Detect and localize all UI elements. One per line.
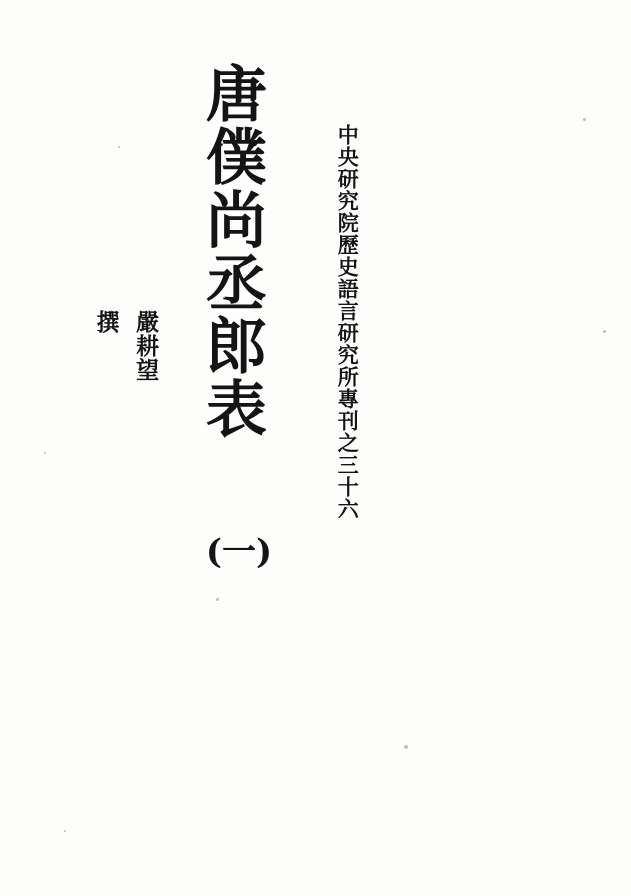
scan-speck <box>64 830 66 832</box>
scan-speck <box>603 330 606 333</box>
scan-speck <box>216 598 219 601</box>
scan-speck <box>118 146 120 148</box>
series-label: 中央研究院歷史語言研究所專刊之三十六 <box>335 124 361 520</box>
author-byline <box>86 310 165 382</box>
volume-number: (一) <box>205 532 273 572</box>
author-role: 撰 <box>92 310 120 334</box>
scan-speck <box>583 118 586 121</box>
author-name: 嚴耕望 <box>132 310 160 382</box>
scan-speck <box>404 745 408 749</box>
book-main-title: 唐僕尚丞郎表 <box>195 62 267 440</box>
scan-speck <box>44 452 46 454</box>
